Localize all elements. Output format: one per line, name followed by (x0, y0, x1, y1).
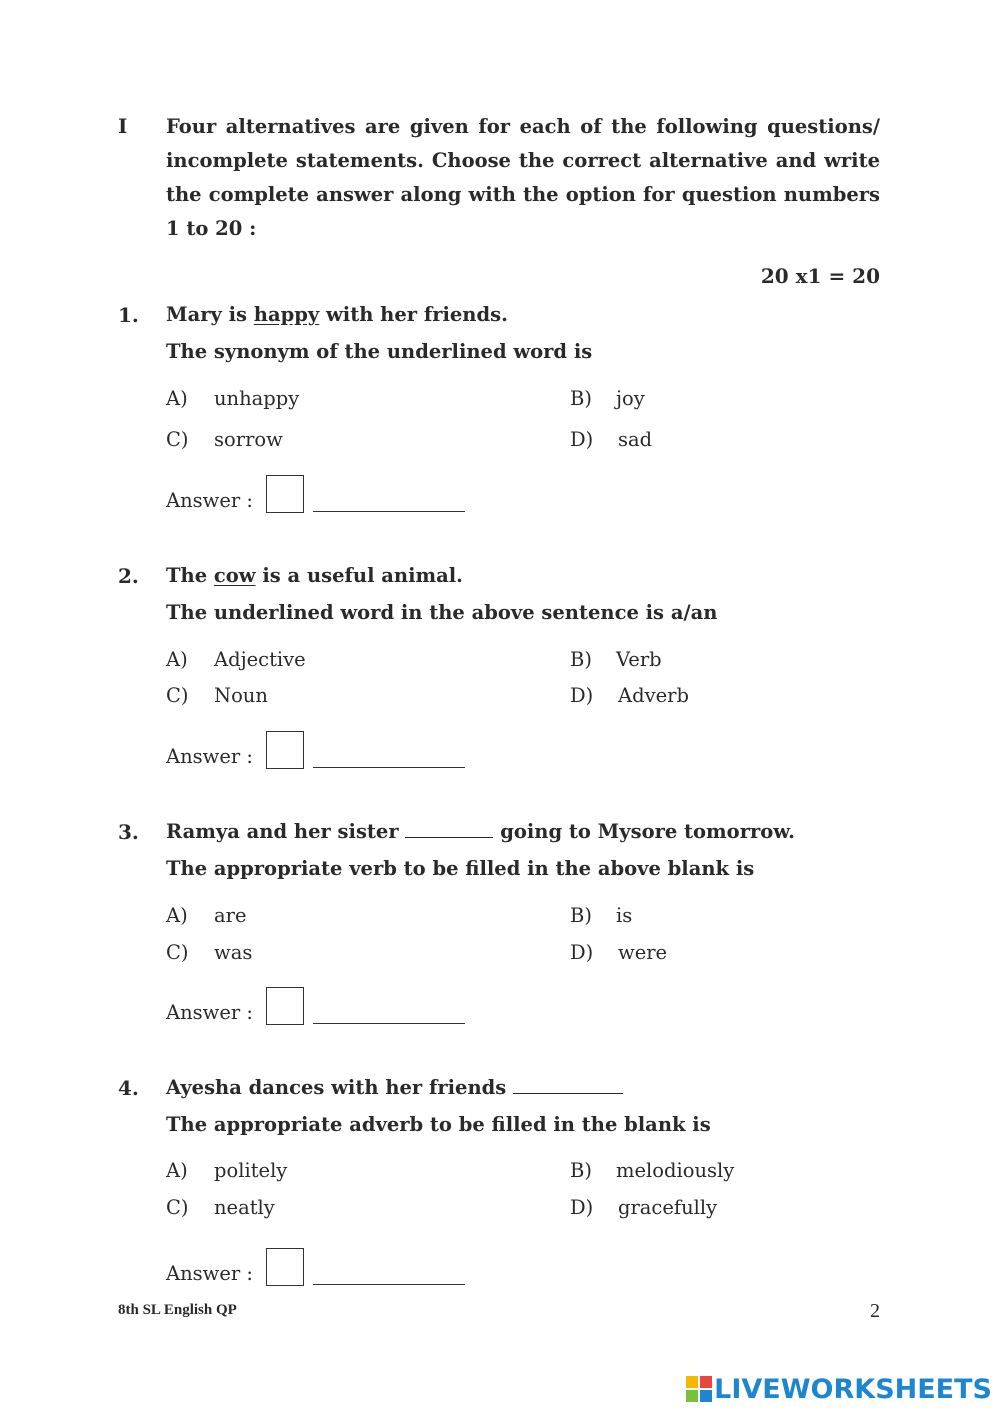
page-number: 2 (870, 1300, 880, 1322)
section-number: I (118, 114, 128, 138)
fill-in-blank (513, 1077, 623, 1094)
option-b: B) Verb (570, 648, 662, 671)
answer-row (166, 1001, 253, 1024)
answer-option-box[interactable] (266, 987, 304, 1025)
question-prompt: The synonym of the underlined word is (166, 340, 593, 363)
section-instructions: Four alternatives are given for each of the following questions/ incomplete statements. Choose the correct alternative and write the complete answer along with the option for question numbers 1 to 20 : (166, 115, 880, 240)
option-a: A) Adjective (166, 648, 306, 671)
answer-blank-line[interactable] (313, 1284, 465, 1285)
question-number: 1. (118, 303, 139, 327)
answer-label: Answer : (166, 1262, 253, 1285)
question-stem: Ayesha dances with her friends (166, 1076, 623, 1099)
brand-name: LIVEWORKSHEETS (714, 1373, 992, 1405)
question-number: 2. (118, 564, 139, 588)
liveworksheets-brand (686, 1372, 992, 1406)
liveworksheets-logo-icon (686, 1376, 712, 1402)
answer-row (166, 1262, 253, 1285)
question-prompt: The appropriate adverb to be filled in the blank is (166, 1113, 711, 1136)
answer-row (166, 745, 253, 768)
section-marks: 20 x1 = 20 (760, 264, 880, 288)
option-c: C) Noun (166, 684, 268, 707)
option-b: B) melodiously (570, 1159, 735, 1182)
option-d: D) sad (570, 428, 653, 451)
option-d: D) gracefully (570, 1196, 718, 1219)
question-prompt: The underlined word in the above sentence is a/an (166, 601, 718, 624)
option-d: D) were (570, 941, 668, 964)
option-c: C) neatly (166, 1196, 275, 1219)
question-stem: The cow is a useful animal. (166, 564, 463, 587)
option-b: B) joy (570, 387, 645, 410)
answer-blank-line[interactable] (313, 767, 465, 768)
question-stem: Mary is happy with her friends. (166, 303, 508, 326)
option-c: C) sorrow (166, 428, 283, 451)
option-c: C) was (166, 941, 253, 964)
question-stem: Ramya and her sister going to Mysore tomorrow. (166, 820, 795, 843)
answer-label: Answer : (166, 489, 253, 512)
option-a: A) are (166, 904, 247, 927)
answer-option-box[interactable] (266, 1248, 304, 1286)
answer-label: Answer : (166, 745, 253, 768)
answer-blank-line[interactable] (313, 511, 465, 512)
answer-option-box[interactable] (266, 475, 304, 513)
fill-in-blank (405, 821, 493, 838)
answer-row (166, 489, 253, 512)
footer-paper-title: 8th SL English QP (118, 1302, 237, 1318)
option-a: A) unhappy (166, 387, 300, 410)
question-prompt: The appropriate verb to be filled in the above blank is (166, 857, 755, 880)
question-number: 3. (118, 820, 139, 844)
option-b: B) is (570, 904, 633, 927)
answer-blank-line[interactable] (313, 1023, 465, 1024)
question-number: 4. (118, 1076, 139, 1100)
answer-option-box[interactable] (266, 731, 304, 769)
option-a: A) politely (166, 1159, 288, 1182)
answer-label: Answer : (166, 1001, 253, 1024)
underlined-word: happy (253, 303, 320, 326)
underlined-word: cow (213, 564, 256, 587)
option-d: D) Adverb (570, 684, 689, 707)
